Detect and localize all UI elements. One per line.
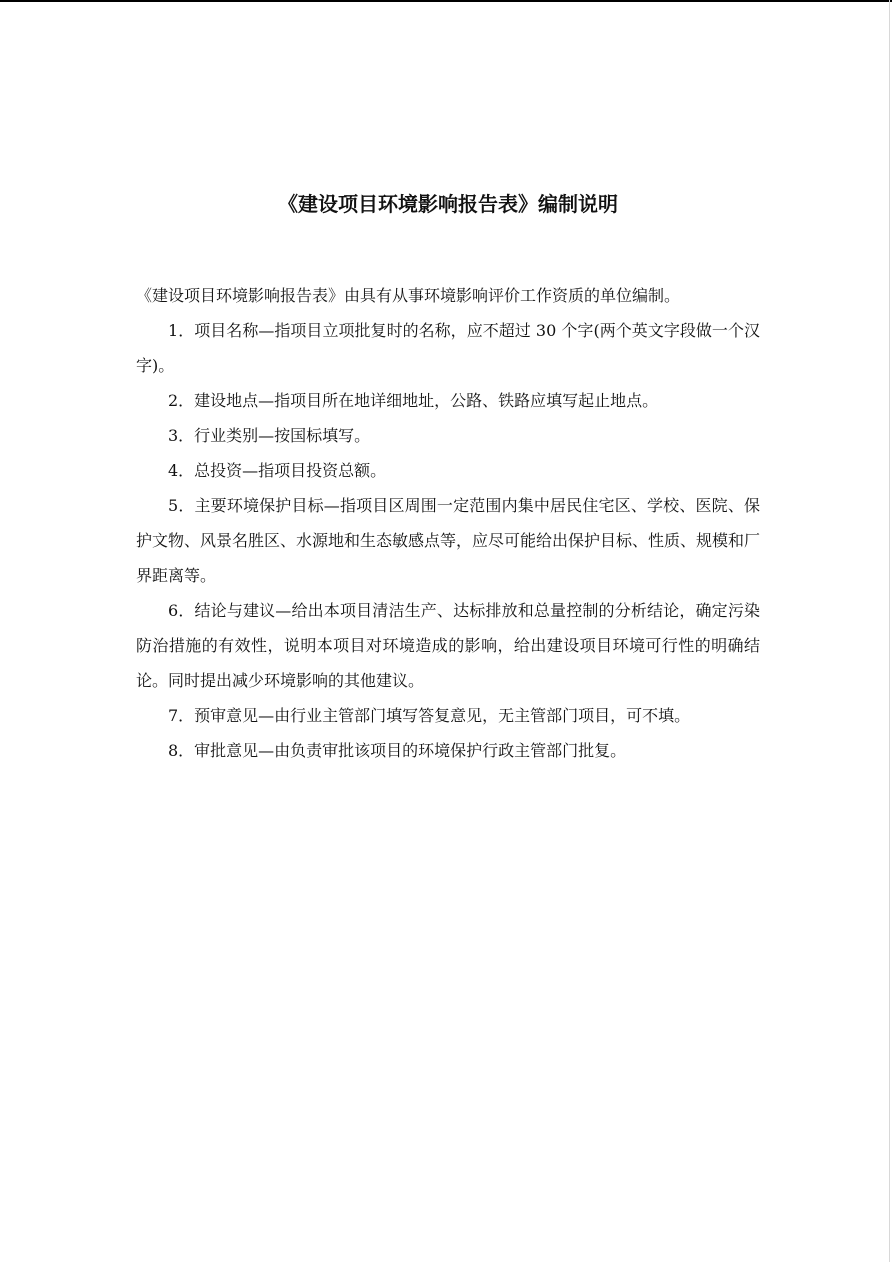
item-approval-opinion: 8．审批意见—由负责审批该项目的环境保护行政主管部门批复。	[168, 741, 627, 760]
intro-paragraph: 《建设项目环境影响报告表》由具有从事环境影响评价工作资质的单位编制。	[136, 286, 681, 305]
top-border-line	[0, 0, 892, 2]
item-industry-category: 3．行业类别—按国标填写。	[168, 426, 371, 445]
item-preliminary-review: 7．预审意见—由行业主管部门填写答复意见，无主管部门项目，可不填。	[168, 706, 691, 725]
right-border-line	[889, 0, 890, 1262]
item-protection-targets: 5．主要环境保护目标—指项目区周围一定范围内集中居民住宅区、学校、医院、保护文物、风景名胜区、水源地和生态敏感点等，应尽可能给出保护目标、性质、规模和厂界距离等。	[136, 496, 761, 585]
page-title: 《建设项目环境影响报告表》编制说明	[278, 192, 618, 216]
item-conclusions: 6．结论与建议—给出本项目清洁生产、达标排放和总量控制的分析结论，确定污染防治措施的有效性，说明本项目对环境造成的影响，给出建设项目环境可行性的明确结论。同时提出减少环境影响的其他建议。	[136, 601, 760, 690]
document-body	[136, 278, 760, 768]
item-project-name: 1．项目名称—指项目立项批复时的名称，应不超过 30 个字(两个英文字段做一个汉字)。	[136, 321, 760, 375]
item-total-investment: 4．总投资—指项目投资总额。	[168, 461, 387, 480]
item-construction-site: 2．建设地点—指项目所在地详细地址，公路、铁路应填写起止地点。	[168, 391, 659, 410]
